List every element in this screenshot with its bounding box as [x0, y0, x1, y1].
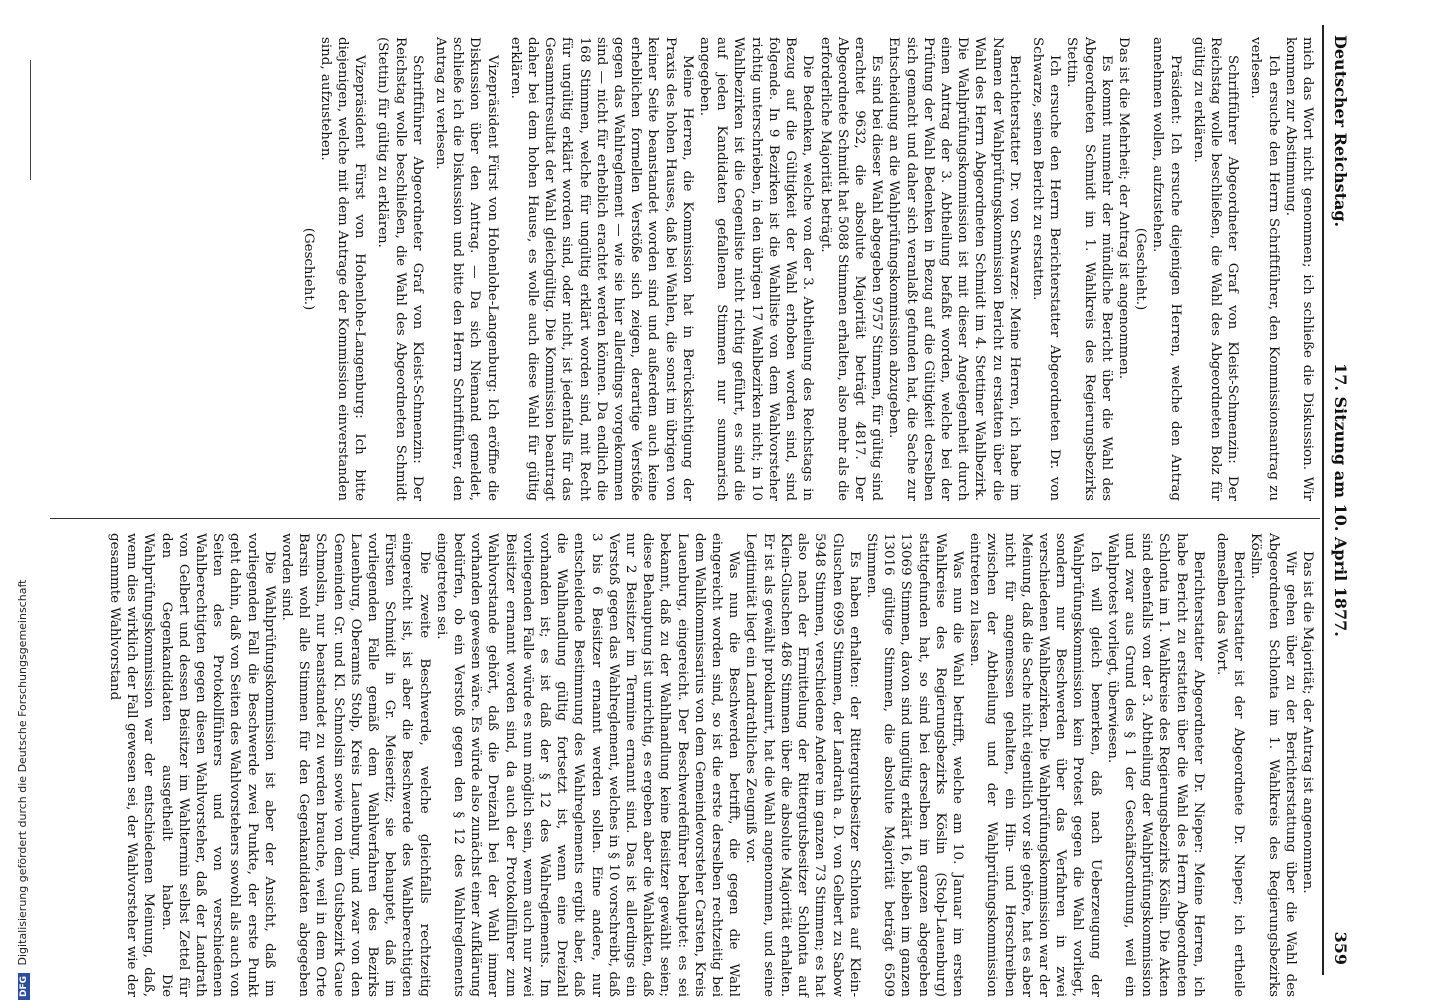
paragraph: Die Wahlprüfungskommission ist aber der Ansicht, daß im vorliegenden Fall die Beschwerde zwei Punkte, der erste Punkt geht dahin, daß von Seiten des Wahlvorstehers sowohl als auch von Seiten des Protokollführers und von verschiedenen Wahlberechtigten gegen diesen Wahlvorsteher, daß der Landrath von Gelbert und dessen Beisitzer im Wahltermin selbst Zettel für den Gegenkandidaten ausgetheilt haben. Die Wahlprüfungskommission war der entschiedenen Meinung, daß, wenn dies wirklich der Fall gewesen sei, der Wahlvorsteher wie der gesammte Wahlvorstand	[106, 533, 277, 997]
paragraph: Wir gehen über zu der Berichterstattung über die Wahl des Abgeordneten Schlonta im 1. Wahlkreis des Regierungsbezirks Köslin.	[1248, 533, 1298, 997]
scan-margin-mark	[30, 60, 31, 180]
paragraph: Ich ersuche den Herrn Berichterstatter Abgeordneten Dr. von Schwarze, seinen Bericht zu erstatten.	[1029, 37, 1063, 501]
paragraph: Was nun die Beschwerden betrifft, die gegen die Wahl eingereicht worden sind, so ist die erste derselben rechtzeitig bei dem Wahlkommissarius von dem Gemeindevorsteher Carsten, Kreis Lauenburg, eingereicht. Der Beschwerdeführer behauptet: es sei bekannt, daß zu der Wahlhandlung keine Beisitzer gewählt seien; diese Behauptung ist unrichtig, es ergeben aber die Wahlakten, daß nur 2 Beisitzer im Termine ernannt sind. Das ist allerdings ein Verstoß gegen das Wahlreglement, welches in § 10 vorschreibt, daß 3 bis 6 Beisitzer ernannt werden sollen. Eine andere, nur entscheidende Bestimmung des Wahlreglements ergibt aber, daß die Wahlhandlung gültig fortsetzt ist, wenn eine Dreizahl vorhanden ist; es ist daß der § 12 des Wahlreglements. Im vorliegenden Falle würde es nun möglich sein, wenn auch nur zwei Beisitzer ernannt worden sind, da auch der Protokollführer zum Wahlvorstande gehört, daß die Dreizahl bei der Wahl immer vorhanden gewesen wäre. Es würde also zunächst einer Aufklärung bedürfen, ob ein Verstoß gegen den § 12 des Wahlreglements eingetreten sei.	[433, 533, 742, 997]
paragraph: Schriftführer Abgeordneter Graf von Kleist-Schmenzin: Der Reichstag wolle beschließen, die Wahl des Abgeordneten Bolz für gültig zu erklären.	[1190, 37, 1241, 501]
paragraph: Das ist die Majorität; der Antrag ist angenommen.	[1300, 551, 1315, 894]
paragraph: Die zweite Beschwerde, welche gleichfalls rechtzeitig eingereicht ist, ist aber die Beschwerde des Wahlberechtigten Fürsten Schmidt in Gr. Meiseritz; sie behauptet, daß im vorliegenden Falle gemäß dem Wahlverfahren des Bezirks Lauenburg, Oberamts Stolp, Kreis Lauenburg, und zwar von den Gemeinden Gr. und Kl. Schmolsin sowie von dem Gutsbezirk Gaue Schmolsin, nur beanstandet zu werden brauche, weil in dem Orte Barsin wohl alle Stimmen für den Gegenkandidaten abgegeben worden sind.	[279, 533, 432, 997]
paragraph: Vizepräsident Fürst von Hohenlohe-Langenburg: Ich bitte diejenigen, welche mit dem Antrage der Kommission einverstanden sind, aufzustehen.	[317, 37, 368, 501]
paragraph: Vizepräsident Fürst von Hohenlohe-Langenburg: Ich eröffne die Diskussion über den Antrag. — Da sich Niemand gemeldet, schließe ich die Diskussion und bitte den Herrn Schriftführer, den Antrag zu verlesen.	[433, 37, 500, 501]
left-column	[299, 37, 1316, 501]
page-header	[1328, 35, 1350, 965]
paragraph: Meine Herren, die Kommission hat in Berücksichtigung der Praxis des hohen Hauses, daß bei Wahlen, die sonst im übrigen von keiner Seite beanstandet worden sind und außerdem auch keine erheblichen formellen Verstöße sich zeigen, derartige Verstöße gegen das Wahlreglement — wie sie hier allerdings vorgekommen sind — nicht für erheblich erachtet werden können. Da endlich die 168 Stimmen, welche für ungültig erklärt worden sind, mit Recht für ungültig erklärt worden sind, oder nicht, ist jedenfalls für das Gesammtresultat der Wahl gleichgültig. Die Kommission beantragt daher bei dem hohen Hause, es wolle auch diese Wahl für gültig erklären.	[507, 37, 695, 501]
paragraph: mich das Wort nicht genommen; ich schließe die Diskussion. Wir kommen zur Abstimmung.	[1282, 37, 1315, 501]
paragraph: Schriftführer Abgeordneter Graf von Kleist-Schmenzin: Der Reichstag wolle beschließen, die Wahl des Abgeordneten Schmidt (Stettin) für gültig zu erklären.	[375, 37, 425, 501]
paragraph: Berichterstatter Dr. von Schwarze: Meine Herren, ich habe im Namen der Wahlprüfungskommission Bericht zu erstatten über die Wahl des Herrn Abgeordneten Schmidt im 4. Stettiner Wahlbezirk. Die Wahlprüfungskommission ist mit dieser Angelegenheit durch einen Antrag der 3. Abtheilung befaßt worden, welche bei der Prüfung der Wahl Bedenken in Bezug auf die Gültigkeit derselben sich gemacht und daher sich veranlaßt gefunden hat, die Sache zur Entscheidung an die Wahlprüfungskommission abzugeben.	[886, 37, 1022, 501]
header-rule	[1322, 25, 1324, 975]
paragraph: Berichterstatter ist der Abgeordnete Dr. Nieper; ich ertheile demselben das Wort.	[1213, 533, 1247, 997]
paragraph: Ich ersuche den Herrn Schriftführer, den Kommissionsantrag zu verlesen.	[1248, 37, 1281, 501]
newspaper-page	[40, 25, 1350, 997]
right-column	[106, 533, 1316, 997]
paragraph: Das ist die Mehrheit; der Antrag ist angenommen.	[1115, 37, 1131, 380]
paragraph: Berichterstatter Abgeordneter Dr. Nieper: Meine Herren, ich habe Bericht zu erstatten über die Wahl des Herrn Abgeordneten Schlonta im 1. Wahlkreise des Regierungsbezirks Köslin. Die Akten sind ebenfalls von der 3. Abtheilung der Wahlprüfungskommission und zwar aus Grund des § 1 der Geschäftsordnung, weil ein Wahlprotest vorliegt, überwiesen.	[1104, 533, 1206, 997]
paragraph: Ich will gleich bemerken, daß nach Ueberzeugung der Wahlprüfungskommission kein Protest gegen die Wahl vorliegt, sondern nur Beschwerden über das Verfahren in zwei verschiedenen Wahlbezirken. Die Wahlprüfungskommission war der Meinung, daß die Sache nicht eigentlich vor sie gehöre, hat es aber nicht für angemessen gehalten, ein Hin- und Herschreiben zwischen der Abtheilung und der Wahlprüfungskommission eintreten zu lassen.	[967, 533, 1103, 997]
paragraph: Es haben erhalten: der Rittergutsbesitzer Schlonta auf Klein-Gluschen 6995 Stimmen, der Landrath a. D. von Gelbert zu Sabow 5948 Stimmen, verschiedene Andere im ganzen 73 Stimmen; es hat also nach der Ermittelung der Rittergutsbesitzer Schlonta auf Klein-Gluschen 486 Stimmen über die absolute Majorität erhalten. Er ist als gewählt proklamirt, hat die Wahl angenommen, und seine Legitimität liegt ein Landrathliches Zeugniß vor.	[743, 533, 862, 997]
paragraph: Die Bedenken, welche von der 3. Abtheilung des Reichstags in Bezug auf die Gültigkeit der Wahl erhoben worden sind, sind folgende. In 9 Bezirken ist die Wahlliste von dem Wahlvorsteher richtig unterschrieben, in den übrigen 17 Wahlbezirken nicht; in 10 Wahlbezirken ist die Gegenliste nicht richtig geführt, es sind die auf jeden Kandidaten gefallenen Stimmen nur summarisch angegeben.	[697, 37, 816, 501]
header-publication: Deutscher Reichstag.	[1331, 35, 1350, 228]
paragraph: Es kommt nunmehr der mündliche Bericht über die Wahl des Abgeordneten Schmidt im 1. Wahlkreis des Regierungsbezirks Stettin.	[1064, 37, 1114, 501]
page-number: 359	[1331, 931, 1350, 965]
digitization-text: Digitalisierung gefördert durch die Deutsche Forschungsgemeinschaft	[16, 579, 29, 966]
paragraph: Es sind bei dieser Wahl abgegeben 9757 Stimmen, für gültig sind erachtet 9632, die absolute Majorität beträgt 4817. Der Abgeordnete Schmidt hat 5088 Stimmen erhalten, also mehr als die erforderliche Majorität beträgt.	[817, 37, 885, 501]
dfg-logo: DFG	[18, 973, 30, 1000]
header-session: 17. Sitzung am 10. April 1877.	[1331, 363, 1350, 637]
digitization-credit	[16, 580, 30, 1000]
paragraph: Was nun die Wahl betrifft, welche am 10. Januar im ersten Wahlkreise des Regierungsbezirks Köslin (Stolp-Lauenburg) stattgefunden hat, so sind bei derselben im ganzen abgegeben 13069 Stimmen, davon sind ungültig erklärt 16, bleiben im ganzen 13016 gültige Stimmen, die absolute Majorität beträgt 6509 Stimmen.	[863, 533, 965, 997]
paragraph: Präsident: Ich ersuche diejenigen Herren, welche den Antrag annehmen wollen, aufzustehen.	[1150, 37, 1183, 501]
paragraph: (Geschieht.)	[300, 227, 316, 311]
paragraph: (Geschieht.)	[1133, 227, 1149, 311]
column-divider	[50, 518, 1320, 519]
